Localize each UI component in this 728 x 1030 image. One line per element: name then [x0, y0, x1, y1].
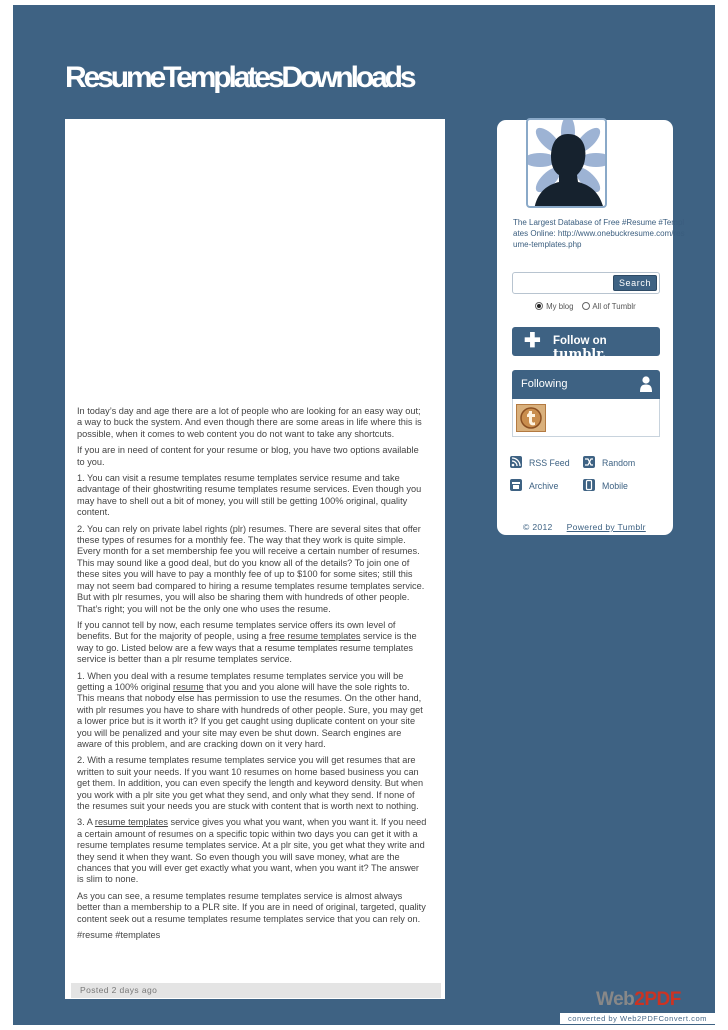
logo-web: Web: [596, 989, 635, 1010]
radio-all-tumblr-label: All of Tumblr: [592, 302, 636, 311]
logo-2pdf: 2PDF: [634, 989, 681, 1010]
rss-icon: [510, 456, 522, 468]
post-date[interactable]: Posted 2 days ago: [80, 985, 158, 995]
post-text: 3. A: [77, 817, 95, 828]
mobile-link[interactable]: [583, 479, 628, 491]
post-text: 1. When you deal with a resume templates resume templates service you will be getting a 100% original: [77, 670, 404, 692]
radio-my-blog-label: My blog: [546, 302, 574, 311]
person-icon: [639, 376, 653, 392]
search-scope: [535, 302, 636, 311]
follow-on-tumblr-button[interactable]: [512, 327, 660, 362]
shuffle-icon: [583, 456, 595, 468]
post-body: [77, 406, 427, 946]
post-text: service gives you what you want, when you want it. If you need a certain amount of resumes on a specific topic within two days you can get it with a resume templates resume templates service. At a plr site, you get what they write and they send it when they want. So even though you will save money, what are the chances that you will ever get exactly what you want, when you want it? The answer is slim to none.: [77, 817, 427, 885]
tumblr-wordmark: tumblr.: [553, 347, 607, 362]
radio-all-tumblr[interactable]: [582, 302, 590, 310]
sidebar: [497, 120, 685, 535]
search-form: [512, 272, 660, 294]
following-label: Following: [521, 378, 568, 390]
post-footer: [71, 983, 441, 998]
resume-templates-link[interactable]: resume templates: [94, 817, 168, 828]
post-paragraph: 2. You can rely on private label rights (plr) resumes. There are several sites that offer these types of resumes for a monthly fee. The way that they work is quite simple. Every month for a set membership fee you will receive a certain number of resumes. This may sound like a good deal, but do you know all of the details? To join one of these sites you will have to pay a monthly fee of up to $100 for some sites; still this may not seem bad compared to hiring a resume templates resume templates service. But with plr resumes, you will also be sharing them with hundreds of other people. That’s right; you will not be the only one who uses the resume.: [77, 523, 425, 614]
following-list: [512, 399, 660, 437]
random-link[interactable]: [583, 456, 635, 468]
post-paragraph: In today’s day and age there are a lot of people who are looking for an easy way out; a way to buck the system. And even though there are some areas in life where this is possible, when it comes to web content you do not want to take any shortcuts.: [77, 406, 422, 439]
rss-feed-label: RSS Feed: [529, 458, 570, 468]
plus-icon: ✚: [524, 330, 541, 352]
web2pdf-badge[interactable]: [560, 988, 715, 1025]
converted-by-text: converted by Web2PDFConvert.com: [560, 1013, 715, 1024]
follow-label: [553, 335, 660, 362]
resume-link[interactable]: resume: [173, 681, 204, 692]
blog-title[interactable]: ResumeTemplatesDownloads: [65, 61, 414, 94]
rss-feed-link[interactable]: [510, 456, 570, 468]
copyright-text: © 2012: [523, 522, 553, 532]
search-button[interactable]: Search: [613, 275, 657, 291]
follow-prefix: Follow on: [553, 335, 607, 347]
random-label: Random: [602, 458, 636, 468]
post-paragraph: [77, 817, 427, 885]
mobile-icon: [583, 479, 595, 491]
post-tags[interactable]: #resume #templates: [77, 930, 161, 941]
post-text: service is the way to go. Listed below are a few ways that a resume templates resume templates service is better than a plr resume templates service.: [77, 631, 417, 665]
copyright: [523, 522, 646, 532]
followed-blog-avatar[interactable]: [516, 404, 546, 432]
following-header: [512, 370, 660, 399]
post-text: If you cannot tell by now, each resume templates service offers its own level of benefits. But for the majority of people, using a: [77, 619, 396, 642]
archive-icon: [510, 479, 522, 491]
free-resume-templates-link[interactable]: free resume templates: [269, 631, 361, 642]
archive-label: Archive: [529, 481, 559, 491]
tumblr-avatar-icon: [517, 405, 545, 431]
post-paragraph: 2. With a resume templates resume templates service you will get resumes that are written to suit your needs. If you want 10 resumes on home based business you can get them. In addition, you can even specify the length and keyword density. But when you work with a plr site you get what they send, and only what they send. If none of the resumes suit your needs you are stuck with content that is worth next to nothing.: [77, 755, 424, 811]
post-paragraph: [77, 620, 427, 666]
post-paragraph: 1. You can visit a resume templates resume templates service resume and take advantage of their ghostwriting resume templates resume services. Even though you may have to shell out a bit of money, you will still be getting 100% original, quality content.: [77, 473, 422, 518]
search-input[interactable]: [515, 275, 611, 291]
powered-by-tumblr-link[interactable]: Powered by Tumblr: [566, 522, 646, 532]
post-paragraph: [77, 671, 427, 751]
archive-link[interactable]: [510, 479, 558, 491]
post-paragraph: If you are in need of content for your resume or blog, you have two options available to you.: [77, 445, 419, 467]
avatar-silhouette-icon: [528, 120, 607, 208]
radio-my-blog[interactable]: [535, 302, 543, 310]
blog-description: The Largest Database of Free #Resume #Templates Online: http://www.onebuckresume.com/resume-templates.php: [513, 218, 685, 249]
avatar[interactable]: [526, 118, 607, 208]
post-paragraph: As you can see, a resume templates resume templates service is almost always better than a membership to a PLR site. If you are in need of original, targeted, quality content seek out a resume templates resume templates service that you can rely on.: [77, 890, 426, 924]
post-text: that you and you alone will have the sole rights to. This means that nobody else has permission to use the resumes. On the other hand, with plr resumes you have to share with hundreds of other people. Sure, you may get a lower price but is it worth it? If you get caught using duplicate content on your site you will be penalized and your site may even be shut down. Search engines are aware of this problem, and are cracking down on it very hard.: [77, 681, 423, 749]
web2pdf-logo: [596, 989, 681, 1011]
mobile-label: Mobile: [602, 481, 628, 491]
